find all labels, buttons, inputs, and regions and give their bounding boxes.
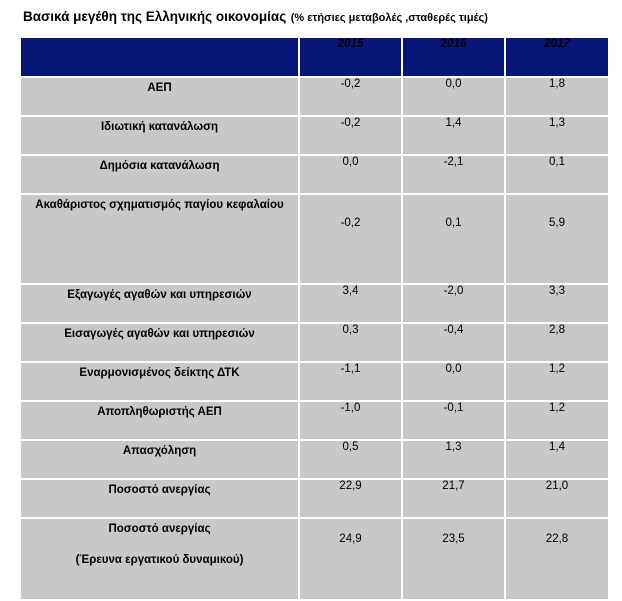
row-label: ΑΕΠ [20, 77, 299, 116]
cell-2016: 23,5 [402, 518, 505, 600]
table-row [20, 284, 609, 323]
table-row [20, 116, 609, 155]
title-main: Βασικά μεγέθη της Ελληνικής οικονομίας [23, 9, 287, 24]
table-row [20, 77, 609, 116]
row-label: Δημόσια κατανάλωση [20, 155, 299, 194]
row-label: Ακαθάριστος σχηματισμός παγίου κεφαλαίου [20, 194, 299, 284]
cell-2015: -1,1 [299, 362, 402, 401]
table-row [20, 362, 609, 401]
table-row [20, 323, 609, 362]
row-label: Απασχόληση [20, 440, 299, 479]
economic-indicators-table [19, 36, 610, 601]
cell-2017: 1,4 [505, 440, 609, 479]
cell-2016: -0,4 [402, 323, 505, 362]
cell-2016: -0,1 [402, 401, 505, 440]
cell-2017: 1,2 [505, 401, 609, 440]
table-row [20, 518, 609, 600]
row-label: Ιδιωτική κατανάλωση [20, 116, 299, 155]
cell-2016: 1,3 [402, 440, 505, 479]
cell-2015: -1,0 [299, 401, 402, 440]
table-row [20, 155, 609, 194]
cell-2017: 2,8 [505, 323, 609, 362]
cell-2016: 0,0 [402, 77, 505, 116]
row-label: Αποπληθωριστής ΑΕΠ [20, 401, 299, 440]
title-subtitle: (% ετήσιες μεταβολές ,σταθερές τιμές) [290, 12, 488, 24]
cell-2016: 21,7 [402, 479, 505, 518]
table-row [20, 479, 609, 518]
table-header-row [20, 37, 609, 77]
cell-2015: -0,2 [299, 77, 402, 116]
cell-2015: 24,9 [299, 518, 402, 600]
cell-2017: 0,1 [505, 155, 609, 194]
cell-2015: 0,5 [299, 440, 402, 479]
row-label: Εισαγωγές αγαθών και υπηρεσιών [20, 323, 299, 362]
row-label-sub: (Έρευνα εργατικού δυναμικού) [75, 554, 244, 566]
cell-2016: 0,0 [402, 362, 505, 401]
header-blank-cell [20, 37, 299, 77]
cell-2017: 1,2 [505, 362, 609, 401]
header-year-2015: 2015 [299, 37, 402, 77]
cell-2017: 1,3 [505, 116, 609, 155]
header-year-2016: 2016 [402, 37, 505, 77]
header-year-2017: 2017 [505, 37, 609, 77]
cell-2016: -2,1 [402, 155, 505, 194]
cell-2017: 21,0 [505, 479, 609, 518]
cell-2017: 5,9 [505, 194, 609, 284]
cell-2016: -2,0 [402, 284, 505, 323]
table-row [20, 194, 609, 284]
cell-2015: -0,2 [299, 194, 402, 284]
cell-2015: 0,3 [299, 323, 402, 362]
row-label: Ποσοστό ανεργίας [20, 479, 299, 518]
cell-2016: 1,4 [402, 116, 505, 155]
cell-2017: 22,8 [505, 518, 609, 600]
table-row [20, 401, 609, 440]
row-label [20, 518, 299, 600]
cell-2015: 22,9 [299, 479, 402, 518]
table-row [20, 440, 609, 479]
row-label: Εξαγωγές αγαθών και υπηρεσιών [20, 284, 299, 323]
cell-2016: 0,1 [402, 194, 505, 284]
cell-2015: 0,0 [299, 155, 402, 194]
cell-2017: 3,3 [505, 284, 609, 323]
page-title [23, 8, 488, 26]
row-label-main: Ποσοστό ανεργίας [108, 523, 211, 535]
cell-2015: -0,2 [299, 116, 402, 155]
cell-2017: 1,8 [505, 77, 609, 116]
cell-2015: 3,4 [299, 284, 402, 323]
row-label: Εναρμονισμένος δείκτης ΔΤΚ [20, 362, 299, 401]
